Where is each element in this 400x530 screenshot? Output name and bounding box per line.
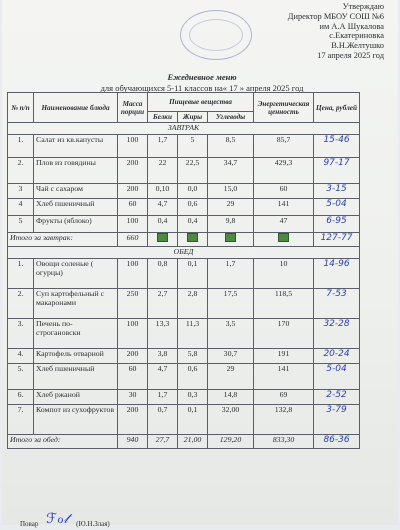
cell-num: 5.: [8, 364, 34, 390]
cell-mass: 200: [118, 349, 148, 364]
lunch-total-row: [8, 435, 360, 449]
table-row: [8, 289, 360, 319]
cell-energy: 85,7: [254, 135, 314, 158]
cook-name: (Ю.Н.Злая): [76, 520, 110, 528]
cell-mass: 250: [118, 289, 148, 319]
cell-fats: 2,8: [178, 289, 208, 319]
cell-carbs: 32,00: [208, 405, 254, 435]
total-energy: 833,30: [254, 435, 314, 449]
cell-mass: 200: [118, 184, 148, 199]
table-row: [8, 405, 360, 435]
table-row: [8, 364, 360, 390]
cell-proteins: 0,4: [148, 216, 178, 233]
cell-proteins: 13,3: [148, 319, 178, 349]
cell-fats: 0,1: [178, 405, 208, 435]
section-breakfast-title: ЗАВТРАК: [8, 123, 360, 135]
section-lunch-title: ОБЕД: [8, 247, 360, 259]
approval-line: им А.А Шукалова: [319, 21, 384, 31]
cell-fats: 5: [178, 135, 208, 158]
cell-proteins: 2,7: [148, 289, 178, 319]
cell-num: 4.: [8, 349, 34, 364]
total-mass: 940: [118, 435, 148, 449]
total-mass: 660: [118, 233, 148, 247]
approval-line: Утверждаю: [342, 2, 384, 11]
total-label: Итого за обед:: [8, 435, 118, 449]
cell-fats: 0,1: [178, 259, 208, 289]
cell-name: Хлеб пшеничный: [34, 199, 118, 216]
signature: ℱℴ𝓉: [46, 511, 69, 527]
cell-fats: 0,3: [178, 390, 208, 405]
cell-carbs: 29: [208, 364, 254, 390]
header-price: Цена, рублей: [314, 93, 360, 123]
cell-name: Хлеб пшеничный: [34, 364, 118, 390]
cell-proteins: 1,7: [148, 390, 178, 405]
document-title: Ежедневное меню: [167, 72, 237, 82]
cell-name: Фрукты (яблоко): [34, 216, 118, 233]
cell-energy: 429,3: [254, 158, 314, 184]
cell-mass: 200: [118, 405, 148, 435]
header-fats: Жиры: [178, 112, 208, 123]
cell-num: 3: [8, 184, 34, 199]
cell-name: Компот из сухофруктов: [34, 405, 118, 435]
cell-fats: 0,6: [178, 199, 208, 216]
approval-line: 17 апреля 2025 год: [317, 50, 384, 60]
cell-carbs: 29: [208, 199, 254, 216]
cell-fats: 0,0: [178, 184, 208, 199]
header-name: Наименование блюда: [34, 93, 118, 123]
table-row: [8, 349, 360, 364]
green-mark: [187, 233, 198, 242]
green-mark: [225, 233, 236, 242]
table-row: [8, 158, 360, 184]
table-row: [8, 390, 360, 405]
cell-name: Хлеб ржаной: [34, 390, 118, 405]
table-row: [8, 135, 360, 158]
cell-fats: 11,3: [178, 319, 208, 349]
cell-num: 1.: [8, 135, 34, 158]
cell-proteins: 4,7: [148, 199, 178, 216]
table-row: [8, 199, 360, 216]
cell-carbs: 9,8: [208, 216, 254, 233]
cell-fats: 0,6: [178, 364, 208, 390]
cell-energy: 60: [254, 184, 314, 199]
cell-energy: 141: [254, 199, 314, 216]
cell-price: 15-46: [323, 135, 350, 145]
header-proteins: Белки: [148, 112, 178, 123]
cell-name: Суп картофельный с макаронами: [34, 289, 118, 319]
menu-table: [7, 92, 360, 449]
cell-energy: 47: [254, 216, 314, 233]
cell-num: 2.: [8, 289, 34, 319]
cell-price: 2-52: [326, 390, 347, 400]
cell-price: 32-28: [323, 319, 350, 329]
cell-carbs: 8,5: [208, 135, 254, 158]
cell-energy: 141: [254, 364, 314, 390]
cell-energy: 132,8: [254, 405, 314, 435]
cell-proteins: 0,8: [148, 259, 178, 289]
cell-price: 7-53: [326, 289, 347, 299]
document-subtitle: для обучающихся 5-11 классов на« 17 » апреля 2025 год: [100, 83, 304, 93]
approval-line: В.Н.Желтушко: [331, 41, 384, 51]
cell-fats: 0,4: [178, 216, 208, 233]
header-energy: Энергетическая ценность: [254, 93, 314, 123]
cell-carbs: 17,5: [208, 289, 254, 319]
header-num: № п/п: [8, 93, 34, 123]
cell-energy: 170: [254, 319, 314, 349]
total-fats: 21,00: [178, 435, 208, 449]
cell-price: 5-04: [326, 364, 347, 374]
cell-fats: 22,5: [178, 158, 208, 184]
cook-label: Повар: [20, 520, 39, 528]
cell-price: 14-96: [323, 259, 350, 269]
header-carbs: Углеводы: [208, 112, 254, 123]
cell-carbs: 15,0: [208, 184, 254, 199]
cell-carbs: 1,7: [208, 259, 254, 289]
cell-mass: 100: [118, 135, 148, 158]
cell-carbs: 14,8: [208, 390, 254, 405]
approval-block: [224, 2, 384, 61]
table-row: [8, 259, 360, 289]
cell-mass: 200: [118, 158, 148, 184]
cell-proteins: 1,7: [148, 135, 178, 158]
table-row: [8, 216, 360, 233]
breakfast-total-row: [8, 233, 360, 247]
table-row: [8, 184, 360, 199]
cell-price: 97-17: [323, 158, 350, 168]
cell-mass: 100: [118, 259, 148, 289]
cell-name: Овощи соленые ( огурцы): [34, 259, 118, 289]
table-row: [8, 319, 360, 349]
cell-num: 3.: [8, 319, 34, 349]
cook-signature-line: [20, 511, 110, 530]
cell-mass: 30: [118, 390, 148, 405]
cell-num: 1.: [8, 259, 34, 289]
green-mark: [157, 233, 168, 242]
total-price: 86-36: [323, 435, 350, 445]
cell-mass: 60: [118, 199, 148, 216]
cell-name: Картофель отварной: [34, 349, 118, 364]
approval-line: с.Екатериновка: [329, 31, 384, 41]
cell-num: 6.: [8, 390, 34, 405]
green-mark: [278, 233, 289, 242]
approval-line: Директор МБОУ СОШ №6: [287, 11, 384, 21]
cell-price: 5-04: [326, 199, 347, 209]
cell-num: 5: [8, 216, 34, 233]
cell-energy: 118,5: [254, 289, 314, 319]
cell-carbs: 30,7: [208, 349, 254, 364]
header-mass: Масса порции: [118, 93, 148, 123]
cell-mass: 100: [118, 216, 148, 233]
cell-name: Чай с сахаром: [34, 184, 118, 199]
total-label: Итого за завтрак:: [8, 233, 118, 247]
cell-proteins: 4,7: [148, 364, 178, 390]
total-price: 127-77: [320, 233, 353, 243]
cell-carbs: 3,5: [208, 319, 254, 349]
cell-proteins: 22: [148, 158, 178, 184]
cell-carbs: 34,7: [208, 158, 254, 184]
cell-energy: 69: [254, 390, 314, 405]
cell-name: Плов из говядины: [34, 158, 118, 184]
cell-proteins: 3,8: [148, 349, 178, 364]
cell-mass: 60: [118, 364, 148, 390]
cell-price: 6-95: [326, 216, 347, 226]
cell-proteins: 0,10: [148, 184, 178, 199]
cell-name: Печень по-строгановски: [34, 319, 118, 349]
cell-name: Салат из кв.капусты: [34, 135, 118, 158]
cell-energy: 191: [254, 349, 314, 364]
cell-price: 3-79: [326, 405, 347, 415]
cell-fats: 5,8: [178, 349, 208, 364]
cell-proteins: 0,7: [148, 405, 178, 435]
header-nutrients: Пищевые вещества: [148, 93, 254, 112]
cell-price: 20-24: [323, 349, 350, 359]
cell-num: 7.: [8, 405, 34, 435]
menu-document: [2, 0, 398, 528]
cell-num: 4: [8, 199, 34, 216]
total-carbs: 129,20: [208, 435, 254, 449]
cell-num: 2.: [8, 158, 34, 184]
total-proteins: 27,7: [148, 435, 178, 449]
cell-mass: 100: [118, 319, 148, 349]
cell-price: 3-15: [326, 184, 347, 194]
cell-energy: 10: [254, 259, 314, 289]
